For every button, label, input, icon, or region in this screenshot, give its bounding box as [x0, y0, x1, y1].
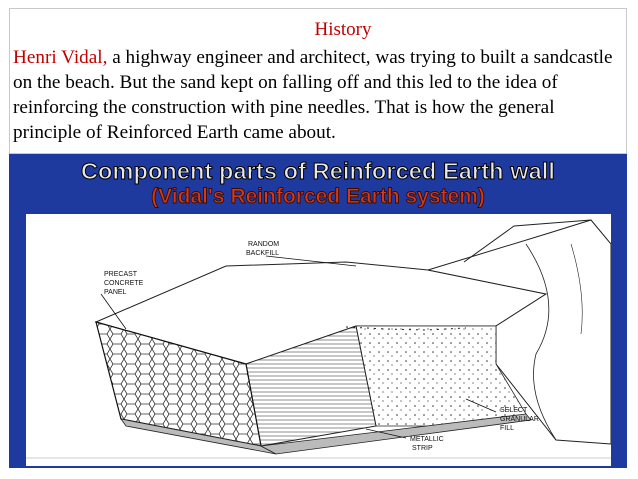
- history-text-box: [9, 8, 627, 154]
- label-fill: FILL: [500, 425, 515, 432]
- label-metallic: METALLIC: [410, 436, 444, 443]
- label-precast: PRECAST: [104, 271, 138, 278]
- figure-title: Component parts of Reinforced Earth wall: [80, 158, 556, 184]
- figure-subtitle: (Vidal's Reinforced Earth system): [151, 185, 485, 208]
- history-paragraph: [13, 45, 625, 145]
- label-random: RANDOM: [248, 241, 280, 248]
- history-heading: History: [314, 19, 372, 40]
- reinforced-earth-figure: [9, 154, 627, 468]
- label-panel: PANEL: [104, 289, 127, 296]
- person-name: Henri Vidal,: [13, 47, 108, 68]
- label-strip: STRIP: [412, 445, 433, 452]
- reinforced-earth-diagram: [26, 214, 611, 466]
- label-concrete: CONCRETE: [104, 280, 144, 287]
- label-select: SELECT: [500, 407, 528, 414]
- label-backfill: BACKFILL: [246, 250, 280, 257]
- history-body: a highway engineer and architect, was trying to built a sandcastle on the beach. But the sand kept on falling off and this led to the idea of reinforcing the construction with pine needles. That is how the general principle of Reinforced Earth came about.: [13, 47, 613, 143]
- label-granular: GRANULAR: [500, 416, 539, 423]
